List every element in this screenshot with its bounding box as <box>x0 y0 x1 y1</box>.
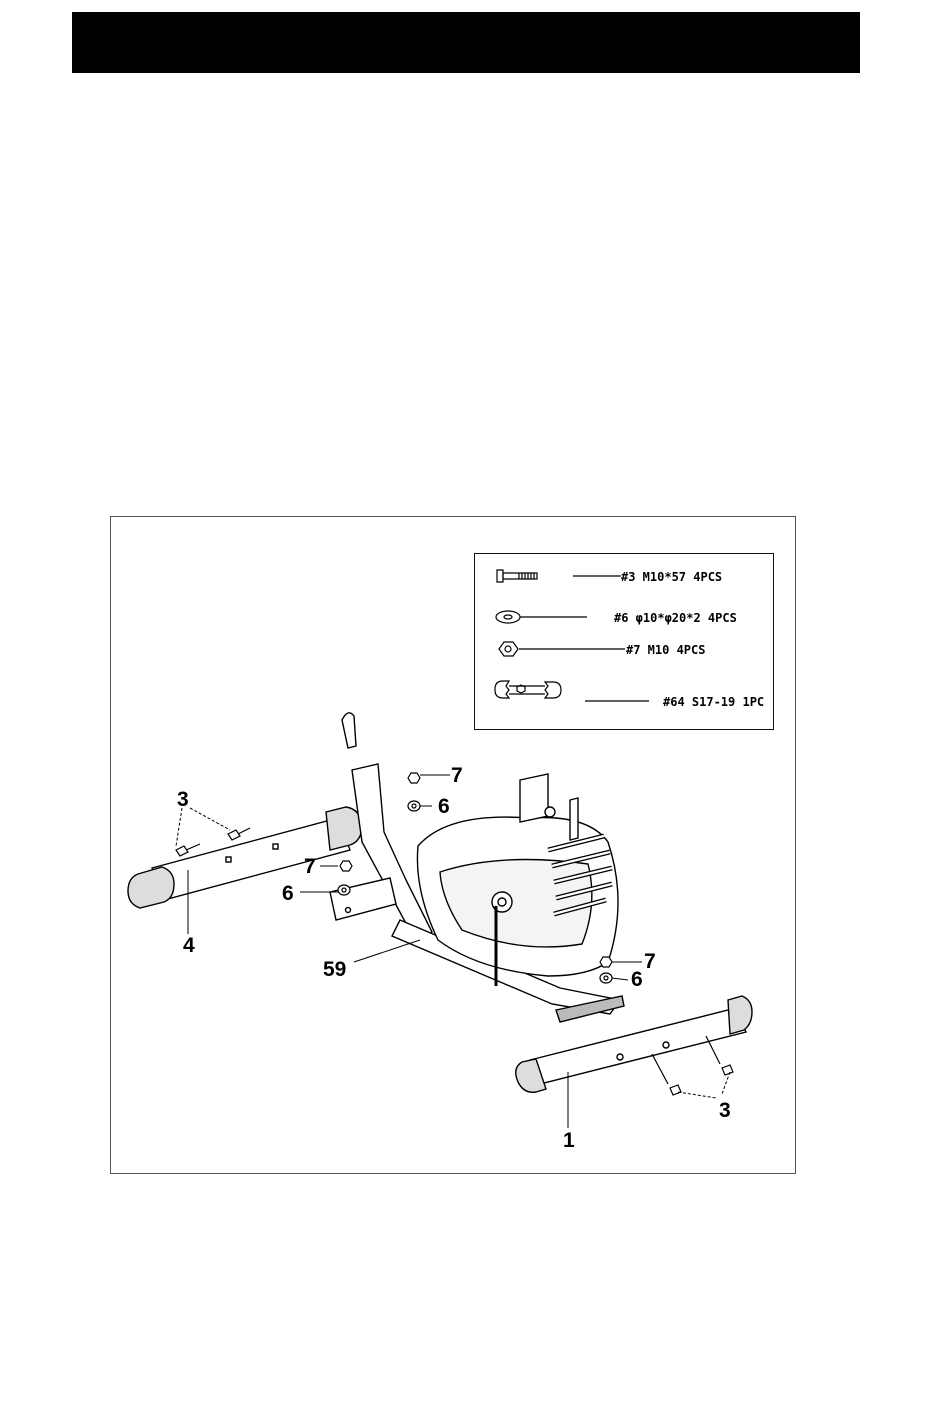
nut-part-7-left <box>340 861 352 871</box>
callout-6-left: 6 <box>282 882 294 905</box>
callout-6-upper: 6 <box>438 795 450 818</box>
bolt-part-3a <box>176 844 200 856</box>
callout-1: 1 <box>563 1129 575 1152</box>
nut-part-7-upper <box>408 773 420 783</box>
washer-part-6-upper <box>408 801 420 811</box>
hardware-item-bolt-label: #3 M10*57 4PCS <box>621 570 723 584</box>
washer-part-6-left <box>338 885 350 895</box>
callout-4: 4 <box>183 934 195 957</box>
bolt-part-3b <box>228 828 250 840</box>
callout-6-right: 6 <box>631 968 643 991</box>
nut-part-7-right <box>600 957 612 967</box>
hardware-item-washer-label: #6 φ10*φ20*2 4PCS <box>614 611 737 625</box>
callout-7-left: 7 <box>304 855 316 878</box>
hardware-item-nut-label: #7 M10 4PCS <box>626 643 706 657</box>
callout-3-right: 3 <box>719 1099 731 1122</box>
front-stabilizer-tube <box>128 807 362 908</box>
callout-7-right: 7 <box>644 950 656 973</box>
callout-7-upper: 7 <box>451 764 463 787</box>
callout-3-left: 3 <box>177 788 189 811</box>
bolt-part-3c <box>652 1054 681 1095</box>
bolt-part-3d <box>706 1036 733 1075</box>
callout-59: 59 <box>323 958 347 981</box>
hardware-item-wrench-label: #64 S17-19 1PC <box>663 695 765 709</box>
rear-stabilizer-tube <box>516 996 752 1092</box>
washer-part-6-right <box>600 973 612 983</box>
